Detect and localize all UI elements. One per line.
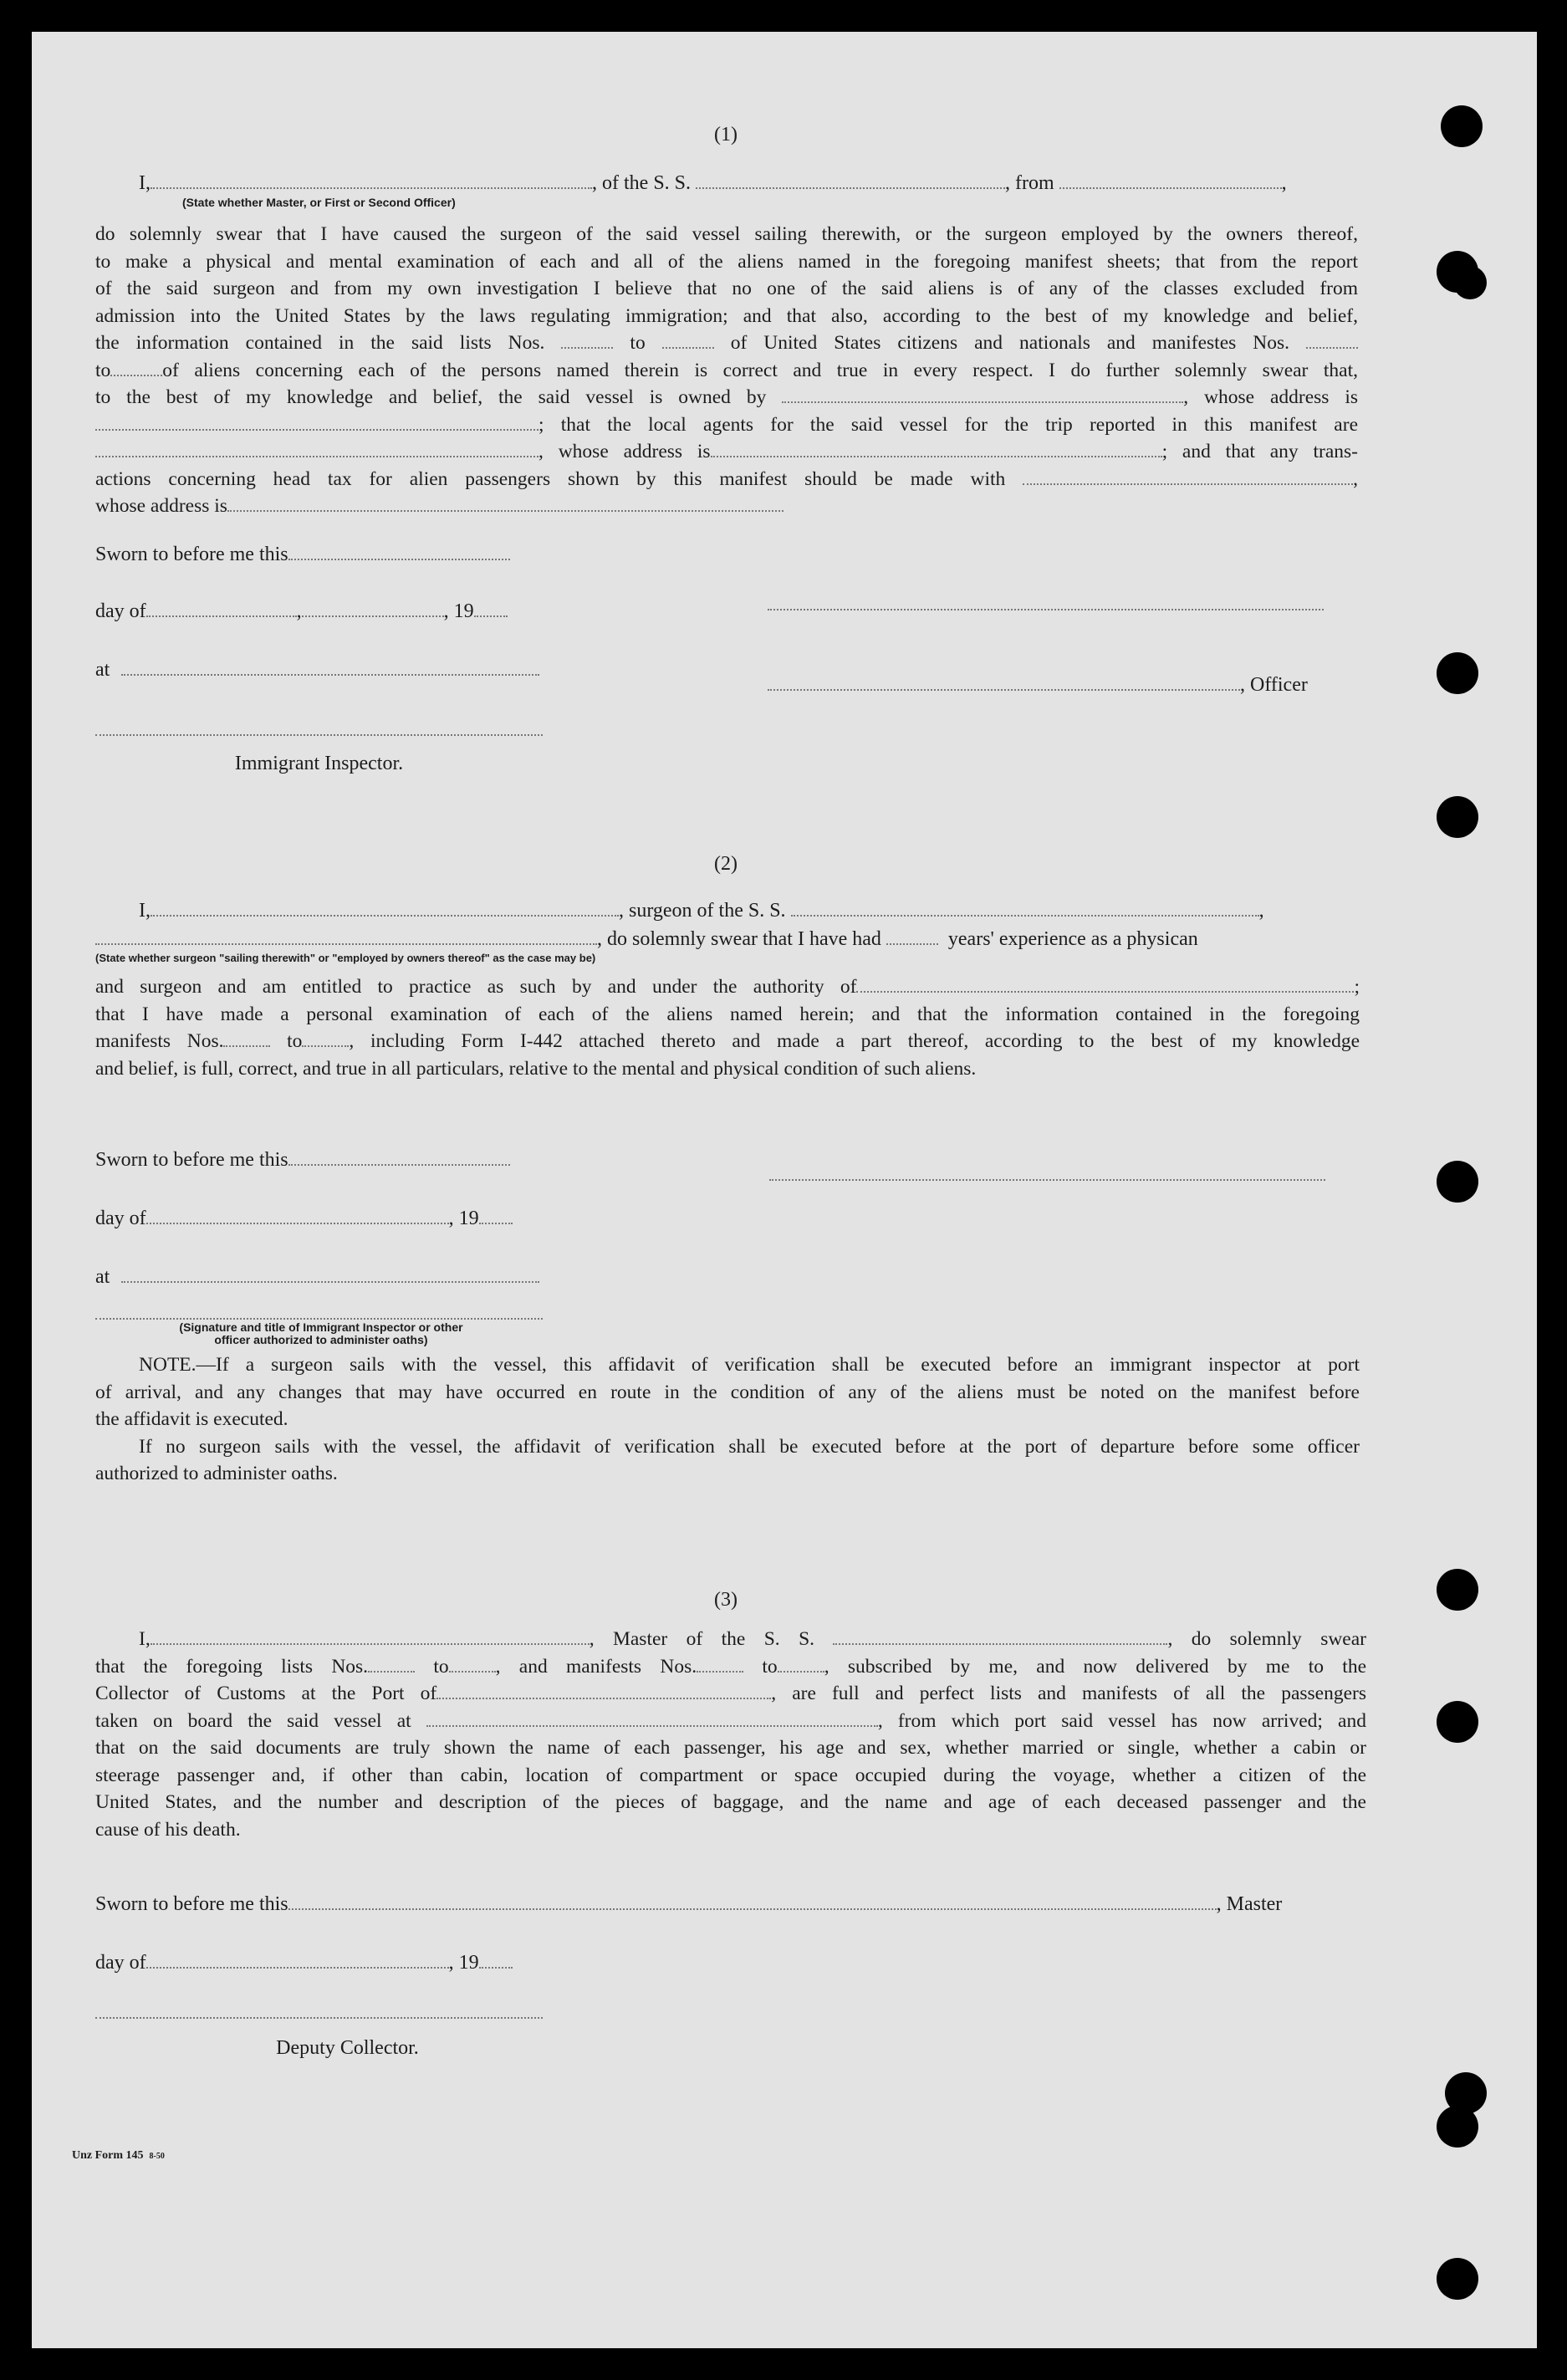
manifest-to-field[interactable] — [778, 1659, 824, 1673]
text: Sworn to before me this — [95, 544, 288, 565]
text: Sworn to before me this — [95, 1893, 288, 1915]
section-1-oath-text — [95, 221, 1358, 520]
punch-hole — [1437, 2106, 1478, 2148]
text: to the best of my knowledge and belief, the said vessel is owned by — [95, 386, 767, 408]
text: to — [630, 332, 646, 354]
officer-signature-line[interactable] — [768, 609, 1324, 610]
text: , 19 — [448, 1208, 479, 1229]
sworn-line-2 — [95, 1149, 510, 1172]
day-of-line-2 — [95, 1208, 513, 1230]
port-line — [95, 1680, 1366, 1708]
deputy-collector-label: Deputy Collector. — [276, 2037, 419, 2059]
section-3-oath-text — [95, 1626, 1366, 1843]
text: to — [762, 1655, 778, 1678]
note-paragraph — [95, 1351, 1360, 1488]
punch-hole — [1441, 105, 1483, 147]
pronoun-i: I, — [139, 172, 151, 194]
owner-address-field[interactable] — [95, 417, 538, 431]
punch-hole — [1437, 1161, 1478, 1203]
note-line: (Signature and title of Immigrant Inspector or other — [179, 1320, 463, 1334]
lists-line — [95, 1653, 1366, 1681]
list-to-field[interactable] — [449, 1659, 496, 1673]
deputy-signature-line[interactable] — [95, 2017, 543, 2019]
manifest-from-field[interactable] — [697, 1659, 743, 1673]
comma: , — [1281, 172, 1287, 194]
head-tax-address-field[interactable] — [227, 498, 784, 512]
punch-hole — [1437, 652, 1478, 694]
text: actions concerning head tax for alien passengers shown by this manifest should be made with — [95, 467, 1006, 490]
text: I, — [139, 900, 151, 922]
section-3-number: (3) — [714, 1589, 738, 1611]
form-number — [72, 2149, 165, 2163]
whose-address-line — [95, 493, 1358, 520]
text: manifests Nos. — [95, 1030, 224, 1052]
from-port-field[interactable] — [1059, 176, 1282, 189]
agents-field[interactable] — [95, 444, 538, 457]
administrator-signature-line[interactable] — [95, 1318, 543, 1320]
officer-name-field[interactable] — [151, 176, 592, 189]
oath-line: that I have made a personal examination of each of the aliens named herein; and that the information contained in the foregoing — [95, 1003, 1360, 1025]
sworn-line-1 — [95, 544, 510, 566]
year-field[interactable] — [479, 1955, 513, 1969]
text: the information contained in the said lists Nos. — [95, 332, 545, 354]
list-to-field[interactable] — [662, 335, 714, 349]
text: of United States citizens and nationals and manifestes Nos. — [730, 332, 1290, 354]
text: , 19 — [443, 600, 474, 622]
text: and surgeon and am entitled to practice as such by and under the authority of — [95, 976, 857, 998]
manifest-to-field[interactable] — [110, 363, 162, 376]
oath-line: and belief, is full, correct, and true in all particulars, relative to the mental and physical condition of such aliens. — [95, 1057, 977, 1080]
at-line-1 — [95, 659, 539, 682]
text: 8-50 — [149, 2152, 165, 2161]
surgeon-name-field[interactable] — [151, 903, 619, 917]
immigrant-inspector-label: Immigrant Inspector. — [234, 753, 404, 774]
text: , Officer — [1240, 674, 1308, 696]
taken-on-board-line — [95, 1708, 1366, 1735]
place-field[interactable] — [121, 662, 539, 676]
surgeon-instruction-note: (State whether surgeon "sailing therewith" or "employed by owners thereof" as the case may be) — [95, 952, 596, 964]
text: at — [95, 1266, 110, 1288]
authority-line — [95, 973, 1360, 1001]
text: , Master — [1216, 1893, 1283, 1915]
day-of-line-3 — [95, 1952, 513, 1974]
punch-hole — [1437, 796, 1478, 838]
text: of aliens concerning each of the persons named therein is correct and true in every respect. I do further solemnly swear that, — [162, 359, 1358, 381]
month-field[interactable] — [146, 1211, 449, 1224]
year-field[interactable] — [474, 604, 508, 617]
note-line: the affidavit is executed. — [95, 1408, 288, 1430]
years-field[interactable] — [886, 932, 938, 945]
text: , do solemnly swear — [1167, 1628, 1366, 1650]
text: that the foregoing lists Nos. — [95, 1655, 369, 1678]
list-from-field[interactable] — [561, 335, 613, 349]
sworn-day-field[interactable] — [288, 547, 510, 560]
agents-address-field[interactable] — [711, 444, 1162, 457]
oath-line: steerage passenger and, if other than cabin, location of compartment or space occupied during the voyage, whether a citizen of the — [95, 1764, 1366, 1786]
surgeon-manifest-from-field[interactable] — [223, 1034, 270, 1047]
text: ; — [1354, 976, 1360, 998]
section-2-line-2 — [95, 928, 1360, 951]
month-field[interactable] — [146, 604, 297, 617]
text: , — [1353, 467, 1359, 490]
text: , Master of the S. S. — [589, 1628, 815, 1650]
text: , whose address is — [538, 441, 711, 462]
text: , from which port said vessel has now arrived; and — [877, 1709, 1366, 1732]
text: to — [287, 1030, 303, 1052]
text: day of — [95, 1208, 146, 1229]
surgeon-signature-line[interactable] — [769, 1179, 1325, 1181]
punch-hole — [1453, 266, 1487, 299]
day-of-line-1 — [95, 600, 508, 623]
text: to — [95, 359, 111, 381]
text: Sworn to before me this — [95, 1149, 288, 1171]
owner-field[interactable] — [782, 390, 1183, 403]
label-of-ss: , of the S. S. — [592, 172, 692, 194]
section-2-oath-text — [95, 973, 1360, 1082]
section-1-number: (1) — [714, 124, 738, 146]
place-field[interactable] — [121, 1269, 539, 1283]
surgeon-status-field[interactable] — [95, 932, 597, 945]
text: , surgeon of the S. S. — [619, 900, 786, 922]
punch-hole — [1437, 1569, 1478, 1611]
note-line: officer authorized to administer oaths) — [214, 1333, 428, 1346]
text: day of — [95, 1952, 146, 1974]
text: I, — [139, 1628, 151, 1650]
text: whose address is — [95, 495, 227, 517]
oath-line: United States, and the number and description of the pieces of baggage, and the name and age of each deceased passenger and the — [95, 1791, 1366, 1813]
section-2-number: (2) — [714, 853, 738, 875]
oath-line: to make a physical and mental examination of each and all of the aliens named in the foregoing manifest sheets; that from the report — [95, 250, 1358, 273]
sworn-line-3 — [95, 1893, 1366, 1916]
year-field[interactable] — [479, 1211, 513, 1224]
manifests-line — [95, 1028, 1360, 1055]
sworn-day-field[interactable] — [288, 1152, 510, 1166]
lists-line — [95, 329, 1358, 357]
oath-line: do solemnly swear that I have caused the surgeon of the said vessel sailing therewith, or the surgeon employed by the owners thereof, — [95, 223, 1358, 245]
text: Collector of Customs at the Port of — [95, 1683, 437, 1704]
head-tax-line — [95, 466, 1358, 493]
label-from: , from — [1005, 172, 1054, 194]
officer-instruction-note: (State whether Master, or First or Second Officer) — [182, 196, 456, 209]
text: , — [1258, 900, 1264, 922]
manifest-from-field[interactable] — [1306, 335, 1358, 349]
master-name-field[interactable] — [151, 1632, 590, 1645]
note-line: authorized to administer oaths. — [95, 1463, 338, 1484]
at-line-2 — [95, 1266, 539, 1289]
surgeon-manifest-to-field[interactable] — [302, 1034, 349, 1047]
text: ; and that any trans- — [1161, 441, 1359, 462]
surgeon-vessel-field[interactable] — [791, 903, 1259, 917]
oath-line: cause of his death. — [95, 1818, 241, 1841]
text: ; that the local agents for the said vessel for the trip reported in this manifest are — [538, 413, 1358, 436]
text: , whose address is — [1183, 386, 1359, 408]
master-vessel-field[interactable] — [833, 1632, 1167, 1645]
note-line: of arrival, and any changes that may have occurred en route in the condition of any of the aliens must be noted on the manifest before — [95, 1381, 1360, 1403]
oath-line: admission into the United States by the laws regulating immigration; and that also, according to the best of my knowledge and belief, — [95, 304, 1358, 327]
departure-port-field[interactable] — [426, 1713, 878, 1727]
master-line — [95, 1626, 1366, 1653]
oath-line: that on the said documents are truly shown the name of each passenger, his age and sex, whether married or single, whether a cabin or — [95, 1737, 1366, 1759]
section-1-line-1 — [139, 172, 1368, 195]
text: , and manifests Nos. — [495, 1655, 697, 1678]
officer-line — [768, 674, 1361, 697]
list-from-field[interactable] — [368, 1659, 415, 1673]
note-line: If no surgeon sails with the vessel, the affidavit of verification shall be executed before at the port of departure before some officer — [139, 1435, 1360, 1458]
text: , 19 — [448, 1952, 479, 1974]
master-signature-field[interactable] — [288, 1897, 1217, 1910]
text: years' experience as a physican — [947, 928, 1198, 950]
port-field[interactable] — [436, 1686, 771, 1699]
signature-instruction-note — [95, 1321, 547, 1346]
text: taken on board the said vessel at — [95, 1709, 411, 1732]
agents-address-line — [95, 438, 1358, 466]
text: day of — [95, 600, 146, 622]
note-line: NOTE.—If a surgeon sails with the vessel, this affidavit of verification shall be executed before an immigrant inspector at port — [139, 1354, 1360, 1376]
text: , are full and perfect lists and manifests of all the passengers — [771, 1683, 1367, 1704]
text: to — [433, 1655, 449, 1678]
manifest-line — [95, 357, 1358, 385]
head-tax-party-field[interactable] — [1023, 472, 1353, 485]
text: Unz Form 145 — [72, 2149, 144, 2162]
vessel-name-field[interactable] — [696, 176, 1005, 189]
punch-hole — [1437, 1701, 1478, 1743]
oath-line: of the said surgeon and from my own investigation I believe that no one of the said aliens is of any of the classes excluded from — [95, 278, 1358, 299]
owner-line — [95, 384, 1358, 411]
month-field[interactable] — [146, 1955, 449, 1969]
punch-hole — [1437, 2258, 1478, 2300]
text: , do solemnly swear that I have had — [597, 928, 881, 950]
date-field[interactable] — [302, 604, 444, 617]
agents-line — [95, 411, 1358, 439]
section-2-line-1 — [139, 900, 1360, 922]
form-sheet — [32, 32, 1537, 2348]
authority-field[interactable] — [856, 979, 1354, 993]
text: , subscribed by me, and now delivered by me to the — [824, 1655, 1367, 1678]
officer-title-field[interactable] — [768, 677, 1240, 691]
text: at — [95, 659, 110, 681]
text: , including Form I-442 attached thereto and made a part thereof, according to the best of my knowledge — [349, 1030, 1360, 1052]
inspector-signature-line[interactable] — [95, 734, 543, 736]
text: , — [296, 600, 302, 622]
